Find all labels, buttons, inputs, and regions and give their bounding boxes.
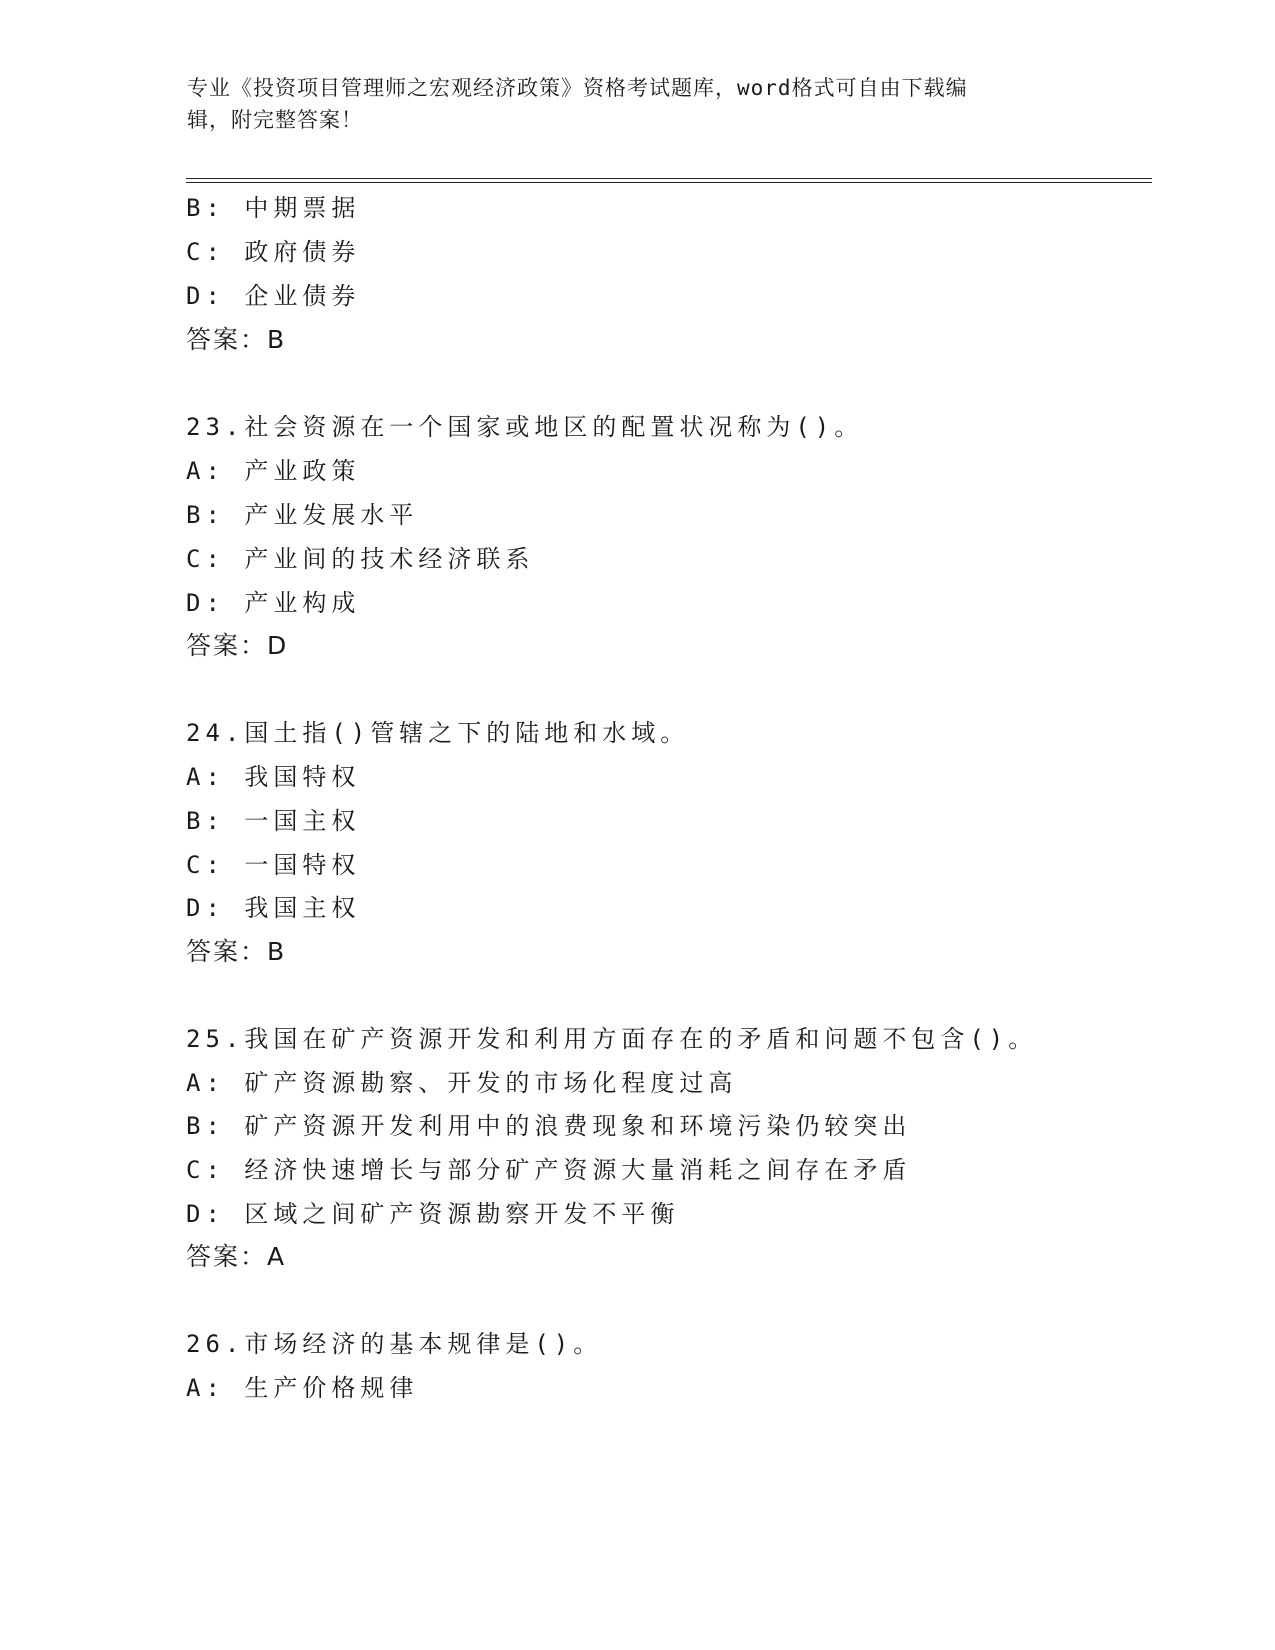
option-b: B: 中期票据 bbox=[186, 194, 361, 222]
question-stem: 23.社会资源在一个国家或地区的配置状况称为()。 bbox=[186, 413, 864, 441]
option-a: A: 生产价格规律 bbox=[186, 1374, 419, 1402]
option-d: D: 我国主权 bbox=[186, 894, 361, 922]
option-d: D: 企业债券 bbox=[186, 282, 361, 310]
question-stem: 24.国土指()管辖之下的陆地和水域。 bbox=[186, 719, 690, 747]
option-b: B: 产业发展水平 bbox=[186, 501, 419, 529]
option-c: C: 产业间的技术经济联系 bbox=[186, 545, 535, 573]
option-b: B: 一国主权 bbox=[186, 807, 361, 835]
header-divider bbox=[186, 178, 1152, 183]
option-a: A: 产业政策 bbox=[186, 457, 361, 485]
header-line-1: 专业《投资项目管理师之宏观经济政策》资格考试题库，word格式可自由下载编 bbox=[187, 76, 968, 100]
answer: 答案：B bbox=[186, 325, 287, 354]
document-header bbox=[187, 72, 1067, 136]
question-stem: 26.市场经济的基本规律是()。 bbox=[186, 1330, 603, 1358]
option-d: D: 产业构成 bbox=[186, 589, 361, 617]
answer: 答案：B bbox=[186, 937, 287, 966]
option-c: C: 经济快速增长与部分矿产资源大量消耗之间存在矛盾 bbox=[186, 1156, 912, 1184]
header-line-2: 辑，附完整答案！ bbox=[187, 108, 363, 132]
answer: 答案：A bbox=[186, 1242, 287, 1271]
question-stem: 25.我国在矿产资源开发和利用方面存在的矛盾和问题不包含()。 bbox=[186, 1025, 1038, 1053]
option-b: B: 矿产资源开发利用中的浪费现象和环境污染仍较突出 bbox=[186, 1112, 912, 1140]
option-c: C: 政府债券 bbox=[186, 238, 361, 266]
option-a: A: 矿产资源勘察、开发的市场化程度过高 bbox=[186, 1069, 738, 1097]
option-c: C: 一国特权 bbox=[186, 851, 361, 879]
option-a: A: 我国特权 bbox=[186, 763, 361, 791]
option-d: D: 区域之间矿产资源勘察开发不平衡 bbox=[186, 1200, 680, 1228]
answer: 答案：D bbox=[186, 631, 289, 660]
